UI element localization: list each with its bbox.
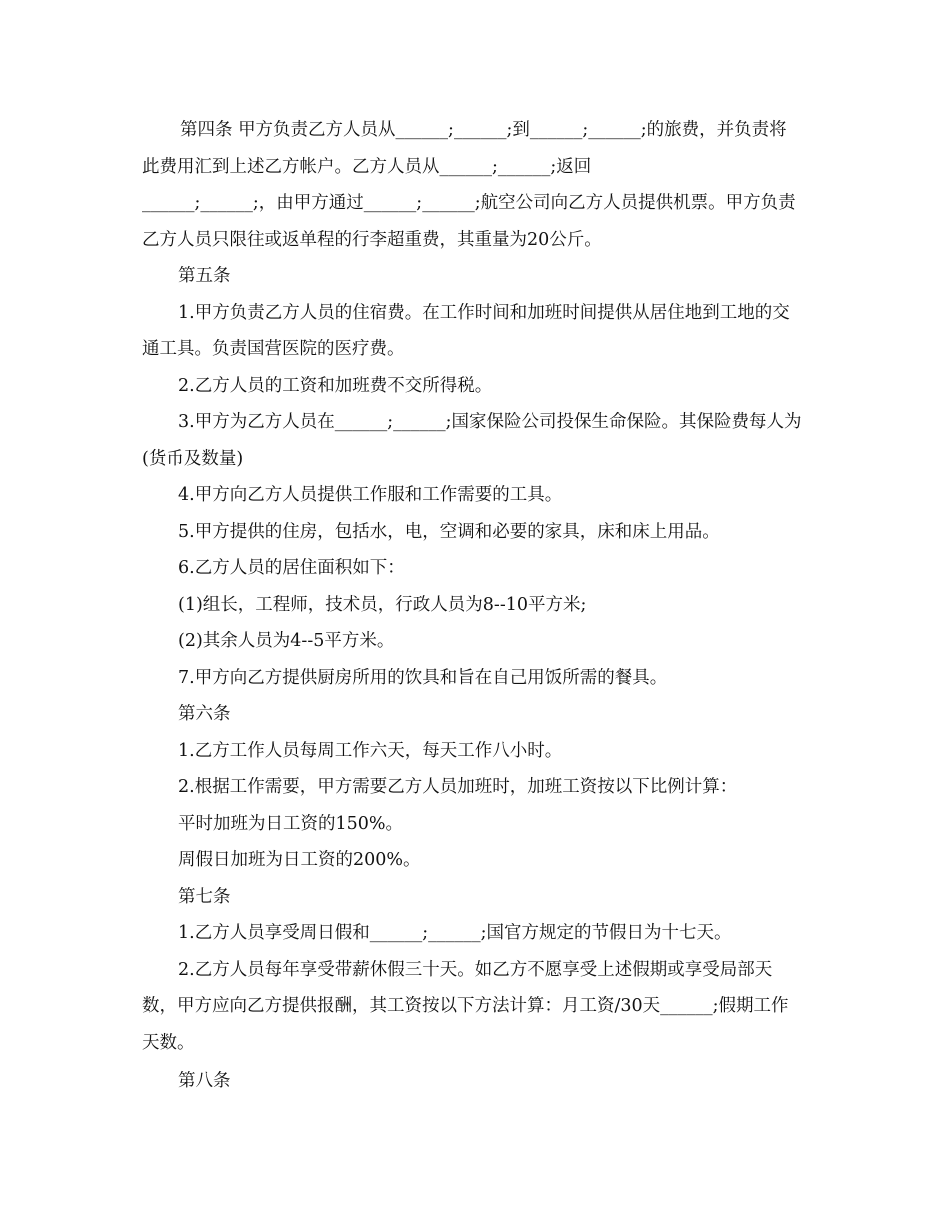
article-5-clause-6-item-2: (2)其余人员为4--5平方米。 xyxy=(178,631,395,651)
article-5-clause-3: 3.甲方为乙方人员在______;______;国家保险公司投保生命保险。其保险费每人为(货币及数量) xyxy=(142,412,802,469)
article-4-paragraph: 第四条 甲方负责乙方人员从______;______;到______;______;的旅费，并负责将此费用汇到上述乙方帐户。乙方人员从______;______;返回 xyxy=(142,120,787,177)
article-5-clause-4: 4.甲方向乙方人员提供工作服和工作需要的工具。 xyxy=(178,485,563,505)
article-5-heading: 第五条 xyxy=(178,266,231,286)
article-5-clause-7: 7.甲方向乙方提供厨房所用的饮具和旨在自己用饭所需的餐具。 xyxy=(178,667,668,688)
article-6-clause-2-holiday: 周假日加班为日工资的200%。 xyxy=(178,850,421,870)
article-5-clause-6: 6.乙方人员的居住面积如下： xyxy=(178,558,405,578)
article-7-clause-1: 1.乙方人员享受周日假和______;______;国官方规定的节假日为十七天。 xyxy=(178,923,732,943)
article-5-clause-6-item-1: (1)组长，工程师，技术员，行政人员为8--10平方米; xyxy=(178,594,587,615)
article-4-continued-paragraph: ______;______;，由甲方通过______;______;航空公司向乙方人员提供机票。甲方负责乙方人员只限往或返单程的行李超重费，其重量为20公斤。 xyxy=(142,193,796,250)
article-7-heading: 第七条 xyxy=(178,886,231,907)
article-6-clause-2: 2.根据工作需要，甲方需要乙方人员加班时，加班工资按以下比例计算： xyxy=(178,777,738,797)
article-8-heading: 第八条 xyxy=(178,1071,231,1091)
article-7-clause-2: 2.乙方人员每年享受带薪休假三十天。如乙方不愿享受上述假期或享受局部天数，甲方应向乙方提供报酬，其工资按以下方法计算：月工资/30天______;假期工作天数。 xyxy=(142,959,789,1053)
article-5-clause-5: 5.甲方提供的住房，包括水，电，空调和必要的家具，床和床上用品。 xyxy=(178,521,720,542)
article-6-clause-1: 1.乙方工作人员每周工作六天，每天工作八小时。 xyxy=(178,740,563,761)
article-5-clause-2: 2.乙方人员的工资和加班费不交所得税。 xyxy=(178,375,493,396)
article-5-clause-1: 1.甲方负责乙方人员的住宿费。在工作时间和加班时间提供从居住地到工地的交通工具。负责国营医院的医疗费。 xyxy=(142,302,790,359)
article-6-heading: 第六条 xyxy=(178,704,231,724)
article-6-clause-2-weekday: 平时加班为日工资的150%。 xyxy=(178,813,404,834)
